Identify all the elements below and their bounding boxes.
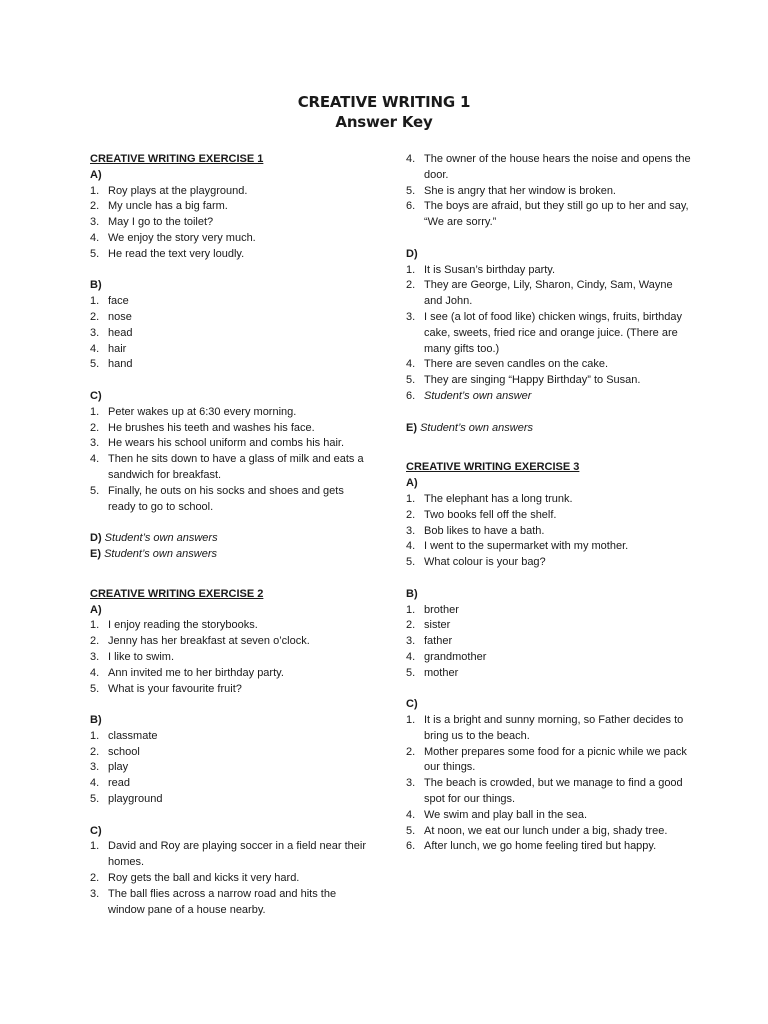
ex2-part-c-label: C) bbox=[90, 824, 102, 837]
list-item: 2. school bbox=[90, 745, 140, 758]
ex2-part-d-label: D) bbox=[406, 247, 418, 260]
exercise-3-heading: CREATIVE WRITING EXERCISE 3 bbox=[406, 461, 580, 474]
list-item: 6. After lunch, we go home feeling tired but happy. bbox=[406, 840, 657, 853]
list-item: 2. nose bbox=[90, 310, 132, 323]
list-item: 1. The elephant has a long trunk. bbox=[406, 492, 573, 505]
list-item: 1. face bbox=[90, 295, 129, 308]
list-item: 3. head bbox=[90, 326, 133, 339]
list-item: 3. I like to swim. bbox=[90, 650, 175, 663]
ex1-part-a-label: A) bbox=[90, 168, 102, 181]
ex2-part-c-list-start bbox=[90, 839, 370, 918]
list-item: 3. I see (a lot of food like) chicken wings, fruits, birthday cake, sweets, fried rice and orange juice. (There are many gifts too.) bbox=[406, 310, 683, 355]
list-item: 3. He wears his school uniform and combs his hair. bbox=[90, 437, 344, 450]
list-item: 5. Finally, he outs on his socks and shoes and gets ready to go to school. bbox=[90, 484, 344, 513]
list-item: 2. Jenny has her breakfast at seven o’clock. bbox=[90, 635, 310, 648]
list-item: 2. He brushes his teeth and washes his face. bbox=[90, 421, 315, 434]
list-item: 4. read bbox=[90, 777, 131, 790]
list-item: 6. Student’s own answer bbox=[406, 389, 532, 402]
list-item: 4. I went to the supermarket with my mother. bbox=[406, 540, 629, 553]
list-item: 4. There are seven candles on the cake. bbox=[406, 358, 609, 371]
list-item: 2. They are George, Lily, Sharon, Cindy, Sam, Wayne and John. bbox=[406, 279, 673, 308]
list-item: 3. May I go to the toilet? bbox=[90, 216, 214, 229]
list-item: 1. Peter wakes up at 6:30 every morning. bbox=[90, 405, 297, 418]
ex3-part-c-list bbox=[406, 713, 691, 855]
ex1-part-e: E) Student’s own answers bbox=[90, 547, 217, 560]
ex2-part-e: E) Student’s own answers bbox=[406, 421, 533, 434]
ex2-part-a-list bbox=[90, 618, 370, 697]
list-item: 5. At noon, we eat our lunch under a big, shady tree. bbox=[406, 824, 668, 837]
list-item: 4. Ann invited me to her birthday party. bbox=[90, 666, 284, 679]
list-item: 1. Roy plays at the playground. bbox=[90, 184, 248, 197]
right-column bbox=[406, 152, 691, 855]
ex3-part-a-label: A) bbox=[406, 477, 418, 490]
list-item: 5. What is your favourite fruit? bbox=[90, 682, 242, 695]
list-item: 3. Bob likes to have a bath. bbox=[406, 524, 545, 537]
ex2-part-b-list bbox=[90, 729, 370, 808]
left-column bbox=[90, 152, 370, 918]
list-item: 2. Roy gets the ball and kicks it very hard. bbox=[90, 872, 300, 885]
list-item: 1. I enjoy reading the storybooks. bbox=[90, 619, 258, 632]
list-item: 1. David and Roy are playing soccer in a field near their homes. bbox=[90, 840, 367, 869]
ex1-part-c-label: C) bbox=[90, 389, 102, 402]
list-item: 4. We enjoy the story very much. bbox=[90, 231, 256, 244]
ex1-part-b-list bbox=[90, 294, 370, 373]
ex3-part-b-label: B) bbox=[406, 587, 418, 600]
list-item: 5. He read the text very loudly. bbox=[90, 247, 245, 260]
list-item: 4. Then he sits down to have a glass of milk and eats a sandwich for breakfast. bbox=[90, 453, 364, 481]
ex1-part-b-label: B) bbox=[90, 279, 102, 292]
list-item: 6. The boys are afraid, but they still go up to her and say, “We are sorry.” bbox=[406, 200, 689, 229]
list-item: 5. What colour is your bag? bbox=[406, 556, 546, 569]
ex3-part-a-list bbox=[406, 492, 691, 571]
exercise-2-heading: CREATIVE WRITING EXERCISE 2 bbox=[90, 587, 264, 600]
ex2-part-a-label: A) bbox=[90, 603, 102, 616]
list-item: 3. The ball flies across a narrow road and hits the window pane of a house nearby. bbox=[90, 887, 337, 916]
ex3-part-c-label: C) bbox=[406, 698, 418, 711]
list-item: 4. grandmother bbox=[406, 650, 487, 663]
ex1-part-d: D) Student’s own answers bbox=[90, 532, 218, 545]
list-item: 4. The owner of the house hears the noise and opens the door. bbox=[406, 153, 691, 181]
title-line: CREATIVE WRITING 1 bbox=[297, 93, 471, 111]
ex1-part-a-list bbox=[90, 184, 370, 263]
exercise-1-heading: CREATIVE WRITING EXERCISE 1 bbox=[90, 153, 264, 165]
list-item: 3. play bbox=[90, 761, 129, 774]
list-item: 4. hair bbox=[90, 342, 127, 355]
list-item: 5. mother bbox=[406, 666, 459, 679]
list-item: 5. playground bbox=[90, 793, 163, 806]
document-title bbox=[0, 92, 768, 132]
list-item: 5. She is angry that her window is broken. bbox=[406, 184, 616, 197]
subtitle-line: Answer Key bbox=[335, 113, 433, 131]
list-item: 2. Mother prepares some food for a picnic while we pack our things. bbox=[406, 745, 687, 774]
list-item: 5. They are singing “Happy Birthday” to Susan. bbox=[406, 374, 641, 387]
list-item: 1. It is Susan’s birthday party. bbox=[406, 263, 556, 276]
list-item: 1. classmate bbox=[90, 729, 158, 742]
list-item: 4. We swim and play ball in the sea. bbox=[406, 808, 588, 821]
list-item: 2. My uncle has a big farm. bbox=[90, 200, 228, 213]
list-item: 3. The beach is crowded, but we manage to find a good spot for our things. bbox=[406, 777, 683, 806]
ex3-part-b-list bbox=[406, 603, 691, 682]
list-item: 1. It is a bright and sunny morning, so Father decides to bring us to the beach. bbox=[406, 714, 684, 742]
ex2-part-b-label: B) bbox=[90, 714, 102, 727]
ex1-part-c-list bbox=[90, 405, 370, 516]
list-item: 2. Two books fell off the shelf. bbox=[406, 508, 557, 521]
list-item: 1. brother bbox=[406, 603, 459, 616]
list-item: 5. hand bbox=[90, 358, 133, 371]
ex2-part-c-list-continued bbox=[406, 152, 691, 231]
ex2-part-d-list bbox=[406, 263, 691, 405]
list-item: 3. father bbox=[406, 635, 453, 648]
list-item: 2. sister bbox=[406, 619, 451, 632]
